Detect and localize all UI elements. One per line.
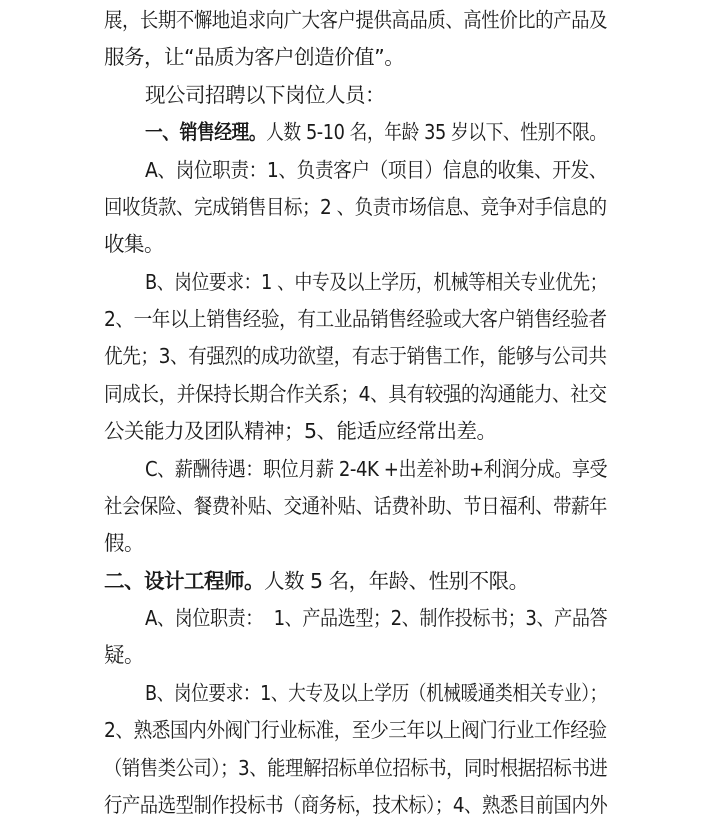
sales-duties-line: 收集。 xyxy=(104,232,164,256)
design-requirements-line: B、岗位要求：1、大专及以上学历（机械暖通类相关专业）； xyxy=(145,681,607,705)
design-heading xyxy=(104,567,529,595)
design-heading-title: 二、设计工程师。 xyxy=(104,569,264,593)
sales-salary-line: C、薪酬待遇：职位月薪 2-4K +出差补助+利润分成。享受 xyxy=(145,457,608,481)
sales-salary-line: 社会保险、餐费补贴、交通补贴、话费补助、节日福利、带薪年 xyxy=(104,494,607,518)
design-requirements-line: （销售类公司）；3、能理解招标单位招标书，同时根据招标书进 xyxy=(104,756,608,780)
intro-line-3: 现公司招聘以下岗位人员： xyxy=(145,83,385,107)
design-heading-detail: 人数 5 名，年龄、性别不限。 xyxy=(264,569,529,593)
design-duties-line: 疑。 xyxy=(104,643,144,667)
sales-heading xyxy=(145,118,607,146)
design-requirements-line: 行产品选型制作投标书（商务标，技术标）；4、熟悉目前国内外 xyxy=(104,793,608,817)
sales-heading-title: 一、销售经理。 xyxy=(145,120,267,144)
design-requirements-line: 2、熟悉国内外阀门行业标准，至少三年以上阀门行业工作经验 xyxy=(104,718,607,742)
sales-requirements-line: 同成长，并保持长期合作关系；4、具有较强的沟通能力、社交 xyxy=(104,382,607,406)
design-duties-line: A、岗位职责： 1、产品选型；2、制作投标书；3、产品答 xyxy=(145,606,608,630)
sales-requirements-line: 优先；3、有强烈的成功欲望，有志于销售工作，能够与公司共 xyxy=(104,344,607,368)
sales-requirements-line: 公关能力及团队精神；5、能适应经常出差。 xyxy=(104,419,497,443)
sales-duties-line: 回收货款、完成销售目标；2 、负责市场信息、竞争对手信息的 xyxy=(104,195,607,219)
sales-requirements-line: B、岗位要求：1 、中专及以上学历，机械等相关专业优先； xyxy=(145,270,608,294)
sales-salary-line: 假。 xyxy=(104,531,144,555)
intro-line-2: 服务，让“品质为客户创造价值”。 xyxy=(104,45,405,69)
sales-duties-line: A、岗位职责：1、负责客户（项目）信息的收集、开发、 xyxy=(145,158,608,182)
intro-line-1: 展，长期不懈地追求向广大客户提供高品质、高性价比的产品及 xyxy=(104,8,607,32)
sales-heading-detail: 人数 5-10 名，年龄 35 岁以下、性别不限。 xyxy=(266,120,607,144)
sales-requirements-line: 2、一年以上销售经验，有工业品销售经验或大客户销售经验者 xyxy=(104,307,607,331)
